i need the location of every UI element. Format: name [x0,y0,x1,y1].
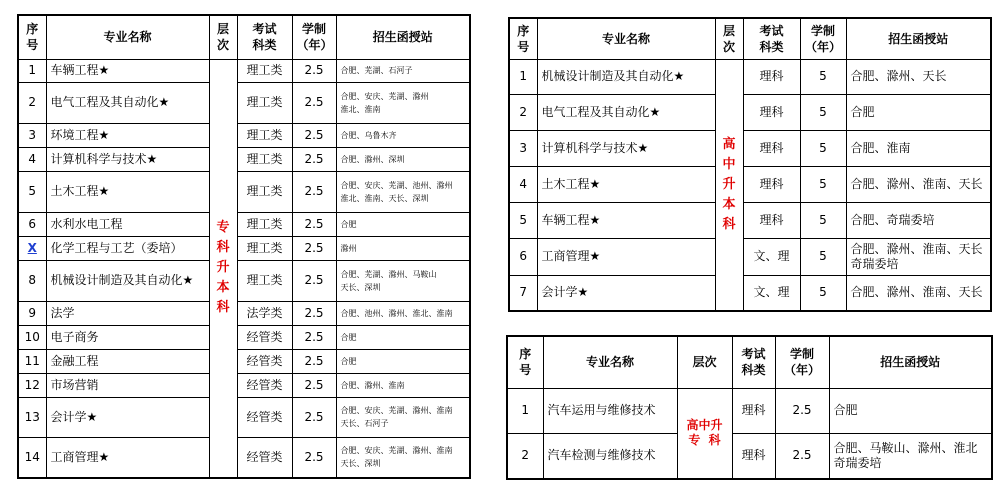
station-line: 合肥 [833,403,858,417]
station-line: 合肥、安庆、芜湖、滁州、淮南 [340,406,453,415]
row-number [18,397,46,437]
row-number-text: 8 [28,273,37,287]
study-years: 5 [800,275,846,311]
exam-category: 理工类 [237,236,292,260]
table-row [18,147,470,171]
study-years: 2.5 [292,147,336,171]
row-number [509,275,537,311]
exam-category: 经管类 [237,437,292,478]
row-number-text: 4 [519,176,528,191]
exam-category: 理科 [743,59,800,94]
table-header-row [18,15,470,59]
table-row [18,59,470,82]
row-number-text: 9 [28,305,37,320]
study-years: 2.5 [292,59,336,82]
major-name: 金融工程 [46,349,209,373]
table-row [18,212,470,236]
level-char: 科 [722,216,736,232]
major-name: 水利水电工程 [46,212,209,236]
table-row [509,238,991,275]
station-list [336,212,470,236]
study-years: 5 [800,202,846,238]
station-line: 合肥、奇瑞委培 [850,212,935,227]
row-number-text: 6 [28,216,37,231]
exam-category: 理科 [743,130,800,166]
row-number [507,433,543,479]
study-years: 2.5 [292,325,336,349]
station-list [846,59,991,94]
row-number [18,59,46,82]
study-years: 2.5 [292,236,336,260]
row-number [18,260,46,301]
level-char: 专 [216,220,230,236]
major-name: 机械设计制造及其自动化★ [537,59,715,94]
station-list [336,59,470,82]
row-number [18,325,46,349]
table-row [18,171,470,212]
level-char: 本 [216,280,230,296]
level-char: 中 [722,156,736,172]
station-line: 淮北、淮南 [340,104,381,114]
table-row [18,301,470,325]
table-row [18,82,470,123]
table-row [509,94,991,130]
station-line: 合肥、滁州、淮南、天长 [850,285,983,300]
study-years: 2.5 [292,349,336,373]
study-years: 2.5 [775,433,829,479]
station-list [846,166,991,202]
major-name: 土木工程★ [46,171,209,212]
station-line: 合肥 [340,219,357,229]
table-row [509,275,991,311]
study-years: 5 [800,130,846,166]
station-list [336,260,470,301]
table-row [18,373,470,397]
row-number [509,94,537,130]
row-number-text: 1 [521,403,530,417]
study-years: 5 [800,59,846,94]
table-row [18,260,470,301]
table-row [18,325,470,349]
row-number [18,82,46,123]
table-row [18,397,470,437]
exam-category: 文、理 [743,238,800,275]
row-number [18,123,46,147]
station-list [336,82,470,123]
station-line: 合肥、马鞍山、滁州、淮北 [833,440,978,455]
row-number-text: 2 [519,104,528,119]
row-number-text: 3 [28,127,37,142]
station-line: 淮北、淮南、天长、深圳 [340,193,429,203]
station-list [829,388,992,433]
station-line: 合肥、滁州、天长 [850,69,947,83]
row-number-text: 7 [519,285,528,300]
table-row [509,166,991,202]
level-char: 本 [722,196,736,212]
major-name: 环境工程★ [46,123,209,147]
major-name: 计算机科学与技术★ [46,147,209,171]
exam-category: 经管类 [237,325,292,349]
table-highschool-to-college [506,335,993,480]
header-seq: 序 号 [18,15,46,59]
study-years: 5 [800,94,846,130]
row-number-text: 4 [28,151,37,166]
row-number [509,130,537,166]
row-number [509,59,537,94]
row-number-text: 2 [521,448,530,463]
major-name: 化学工程与工艺（委培） [46,236,209,260]
row-number-text: X [27,240,37,255]
study-years: 2.5 [292,301,336,325]
station-list [846,202,991,238]
exam-category: 理工类 [237,123,292,147]
table-row [18,123,470,147]
station-list [846,238,991,275]
table-row [18,349,470,373]
row-number-text: 5 [519,212,528,227]
station-list [846,275,991,311]
station-list [336,349,470,373]
header-level: 层次 [677,336,732,388]
row-number-text: 14 [24,449,40,464]
row-number [509,202,537,238]
exam-category: 文、理 [743,275,800,311]
station-line: 合肥、安庆、芜湖、滁州 [340,91,429,101]
exam-category: 理工类 [237,147,292,171]
exam-category: 经管类 [237,397,292,437]
station-list [336,171,470,212]
row-number-text: 12 [24,377,40,392]
station-list [846,94,991,130]
header-years: 学制 （年） [775,336,829,388]
header-exam: 考试 科类 [743,18,800,59]
row-number-text: 10 [24,329,40,344]
row-number-text: 2 [28,95,37,109]
row-number [509,166,537,202]
row-number [18,373,46,397]
exam-category: 理科 [743,94,800,130]
station-list [336,397,470,437]
row-number [18,171,46,212]
study-years: 2.5 [292,123,336,147]
study-years: 2.5 [775,388,829,433]
header-years: 学制 （年） [800,18,846,59]
study-years: 2.5 [292,171,336,212]
header-seq: 序 号 [507,336,543,388]
level-cell [715,59,743,311]
exam-category: 理工类 [237,260,292,301]
station-line: 合肥、滁州、淮南 [340,380,405,390]
major-name: 土木工程★ [537,166,715,202]
station-line: 合肥、安庆、芜湖、滁州、淮南 [340,446,453,456]
level-char: 科 [216,300,230,316]
station-line: 合肥 [340,356,357,366]
exam-category: 理科 [743,202,800,238]
row-number-text: 13 [24,409,40,424]
station-line: 合肥、安庆、芜湖、池州、滁州 [340,180,453,190]
table-highschool-to-bachelor [508,17,992,312]
level-line: 专 科 [688,433,721,448]
study-years: 2.5 [292,397,336,437]
major-name: 电子商务 [46,325,209,349]
table-upgrade-college-to-bachelor [17,14,471,479]
exam-category: 理科 [743,166,800,202]
header-station: 招生函授站 [829,336,992,388]
station-line: 奇瑞委培 [850,256,899,271]
major-name: 车辆工程★ [46,59,209,82]
row-number-text: 3 [519,140,528,155]
station-line: 合肥、乌鲁木齐 [340,130,397,140]
study-years: 2.5 [292,82,336,123]
station-line: 合肥 [340,332,357,342]
exam-category: 经管类 [237,373,292,397]
header-major: 专业名称 [537,18,715,59]
row-number-text: 1 [28,63,37,77]
station-line: 合肥、滁州、深圳 [340,154,405,164]
header-years: 学制 （年） [292,15,336,59]
header-level: 层 次 [209,15,237,59]
table-row [507,388,992,433]
major-name: 汽车检测与维修技术 [543,433,677,479]
station-line: 合肥、池州、滁州、淮北、淮南 [340,308,453,318]
station-list [336,437,470,478]
table-row [18,437,470,478]
station-list [336,301,470,325]
row-number [18,437,46,478]
study-years: 2.5 [292,373,336,397]
major-name: 机械设计制造及其自动化★ [46,260,209,301]
header-level: 层 次 [715,18,743,59]
station-list [336,147,470,171]
header-seq: 序 号 [509,18,537,59]
header-major: 专业名称 [46,15,209,59]
level-char: 科 [216,240,230,256]
header-station: 招生函授站 [846,18,991,59]
exam-category: 理工类 [237,212,292,236]
major-name: 会计学★ [537,275,715,311]
row-number [18,236,46,260]
row-number [18,301,46,325]
major-name: 工商管理★ [46,437,209,478]
station-list [336,236,470,260]
row-number [18,212,46,236]
row-number [507,388,543,433]
exam-category: 理工类 [237,171,292,212]
major-name: 计算机科学与技术★ [537,130,715,166]
major-name: 电气工程及其自动化★ [46,82,209,123]
study-years: 5 [800,166,846,202]
station-list [829,433,992,479]
study-years: 2.5 [292,212,336,236]
major-name: 工商管理★ [537,238,715,275]
table-row [507,433,992,479]
study-years: 2.5 [292,260,336,301]
station-line: 合肥、滁州、淮南、天长 [850,176,983,191]
station-line: 奇瑞委培 [833,455,882,470]
major-name: 市场营销 [46,373,209,397]
station-line: 天长、石河子 [340,419,389,428]
table-row [509,130,991,166]
exam-category: 理科 [732,433,775,479]
major-name: 车辆工程★ [537,202,715,238]
station-line: 天长、深圳 [340,459,381,469]
header-station: 招生函授站 [336,15,470,59]
header-exam: 考试 科类 [237,15,292,59]
table-header-row [509,18,991,59]
study-years: 2.5 [292,437,336,478]
row-number [18,147,46,171]
exam-category: 法学类 [237,301,292,325]
major-name: 法学 [46,301,209,325]
study-years: 5 [800,238,846,275]
station-line: 滁州 [340,243,357,253]
station-list [336,373,470,397]
station-line: 合肥、淮南 [850,140,911,155]
table-row [509,59,991,94]
major-name: 汽车运用与维修技术 [543,388,677,433]
station-line: 合肥 [850,104,875,119]
station-line: 合肥、芜湖、滁州、马鞍山 [340,269,437,279]
level-char: 高 [722,136,736,152]
row-number-text: 5 [28,184,37,198]
level-cell [677,388,732,479]
exam-category: 理工类 [237,82,292,123]
station-line: 合肥、芜湖、石河子 [340,66,413,75]
station-line: 天长、深圳 [340,282,381,292]
level-cell [209,59,237,478]
level-char: 升 [216,260,230,276]
table-row [509,202,991,238]
table-row [18,236,470,260]
header-exam: 考试 科类 [732,336,775,388]
station-list [336,325,470,349]
row-number [18,349,46,373]
exam-category: 理科 [732,388,775,433]
major-name: 会计学★ [46,397,209,437]
table-header-row [507,336,992,388]
row-number-text: 6 [519,249,528,263]
station-line: 合肥、滁州、淮南、天长 [850,241,983,256]
station-list [336,123,470,147]
level-char: 升 [722,176,736,192]
level-line: 高中升 [686,418,723,433]
row-number-text: 11 [24,353,40,368]
row-number-text: 1 [519,69,528,83]
header-major: 专业名称 [543,336,677,388]
major-name: 电气工程及其自动化★ [537,94,715,130]
station-list [846,130,991,166]
row-number [509,238,537,275]
exam-category: 经管类 [237,349,292,373]
exam-category: 理工类 [237,59,292,82]
